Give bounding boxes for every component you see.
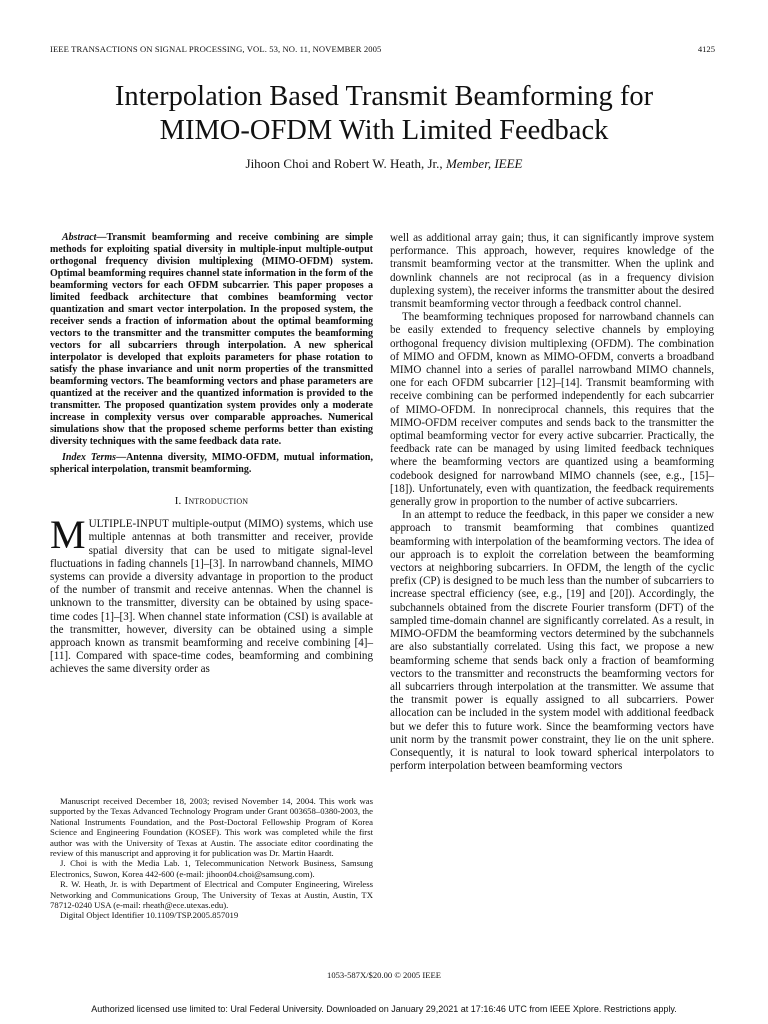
copyright-line: 1053-587X/$20.00 © 2005 IEEE — [327, 970, 441, 980]
section-title: Introduction — [184, 495, 249, 507]
footnote-author-2: R. W. Heath, Jr. is with Department of Electrical and Computer Engineering, Wireless Networking and Communications Group, The University of Texas at Austin, Austin, TX 78712-0240 USA (e-mail: rheath@ece.utexas.edu). — [50, 879, 373, 911]
left-column — [50, 232, 373, 677]
author-line — [0, 156, 768, 172]
index-terms-text: —Antenna diversity, MIMO-OFDM, mutual information, spherical interpolation, transmit beamforming. — [50, 452, 373, 475]
right-column — [390, 232, 714, 773]
abstract-text: —Transmit beamforming and receive combining are simple methods for exploiting spatial diversity in multiple-input multiple-output orthogonal frequency division multiplexing (MIMO-OFDM) system. Optimal beamforming requires channel state information in the form of the beamforming vectors for each OFDM subcarrier. This paper proposes a limited feedback architecture that combines beamforming vector quantization and smart vector interpolation. In the proposed system, the receiver sends a fraction of information about the optimal beamforming vectors to the transmitter and the transmitter computes the beamforming vectors for all subcarriers through interpolation. A new spherical interpolator is developed that exploits parameters for phase rotation to satisfy the phase invariance and unit norm properties of the transmitted beamforming vectors. The beamforming vectors and phase parameters are quantized at the receiver and the quantized information is provided to the transmitter. The proposed quantization system provides only a moderate increase in complexity versus over comparable approaches. Numerical simulations show that the proposed scheme performs better than existing diversity techniques with the same feedback data rate. — [50, 232, 373, 447]
intro-paragraph-1 — [50, 512, 373, 676]
footnote-doi: Digital Object Identifier 10.1109/TSP.2005.857019 — [60, 910, 239, 921]
running-header: IEEE TRANSACTIONS ON SIGNAL PROCESSING, VOL. 53, NO. 11, NOVEMBER 2005 — [50, 44, 382, 54]
author-role: Member, IEEE — [442, 156, 523, 171]
paper-title — [0, 80, 768, 148]
page-number: 4125 — [697, 44, 715, 54]
section-number: I. — [174, 495, 185, 507]
footnote-author-1: J. Choi is with the Media Lab. 1, Telecommunication Network Business, Samsung Electronics, Suwon, Korea 442-600 (e-mail: jihoon04.choi@samsung.com). — [50, 858, 373, 879]
footnotes — [50, 796, 373, 921]
author-names: Jihoon Choi and Robert W. Heath, Jr., — [245, 156, 443, 171]
title-line-2: MIMO-OFDM With Limited Feedback — [159, 115, 609, 146]
section-heading-introduction — [50, 495, 373, 508]
intro-paragraph-1-text: ULTIPLE-INPUT multiple-output (MIMO) systems, which use multiple antennas at both transmitter and receiver, provide spatial diversity that can be used to mitigate signal-level fluctuations in fading channels [1]–[3]. In narrowband channels, MIMO systems can provide a diversity advantage in proportion to the product of the number of transmit and receive antennas. When the channel is unknown to the transmitter, diversity can be obtained by using space-time codes [1]–[3]. When channel state information (CSI) is available at the transmitter, however, diversity can be obtained using a simple approach known as transmit beamforming and receive combining [4]–[11]. Compared with space-time codes, beamforming and combining achieves the same diversity order as — [50, 518, 373, 676]
drop-cap: M — [50, 512, 86, 558]
footnote-manuscript: Manuscript received December 18, 2003; revised November 14, 2004. This work was supported by the Texas Advanced Technology Program under Grant 003658–0380-2003, the National Instruments Foundation, and the Post-Doctoral Fellowship Program of Korea Science and Engineering Foundation (KOSEF). This work was completed while the first author was with the University of Texas at Austin. The associate editor coordinating the review of this manuscript and approving it for publication was Dr. Martin Haardt. — [50, 796, 373, 859]
index-terms-lead: Index Terms — [62, 452, 117, 463]
right-paragraph-1: well as additional array gain; thus, it can significantly improve system performance. This approach, however, requires knowledge of the transmit beamforming vector at the transmitter. When the uplink and downlink channels are not reciprocal (as in a frequency division duplexing system), the receiver informs the transmitter about the desired transmit beamforming vector through a feedback control channel. — [390, 232, 714, 311]
right-paragraph-2: The beamforming techniques proposed for narrowband channels can be easily extended to frequency selective channels by employing orthogonal frequency division multiplexing (OFDM). The combination of MIMO and OFDM, known as MIMO-OFDM, converts a broadband MIMO channel into a series of parallel narrowband MIMO channels, one for each OFDM subcarrier [12]–[14]. Transmit beamforming with receive combining can be performed independently for each subcarrier of MIMO-OFDM. In nonreciprocal channels, this requires that the MIMO-OFDM receiver computes and sends back to the transmitter the optimal beamforming vector for every active subcarrier. Practically, the feedback rate can be managed by using limited feedback techniques where the beamforming vectors are quantized using a beamforming codebook designed for narrowband MIMO channels (see, e.g., [15]–[18]). Unfortunately, even with quantization, the feedback requirements generally grow in proportion to the number of active subcarriers. — [390, 311, 714, 509]
abstract — [50, 232, 373, 448]
title-line-1: Interpolation Based Transmit Beamforming for — [114, 81, 654, 112]
abstract-lead: Abstract — [62, 232, 97, 243]
license-notice: Authorized licensed use limited to: Ural Federal University. Downloaded on January 29,2021 at 17:16:46 UTC from IEEE Xplore. Restrictions apply. — [91, 1004, 677, 1014]
right-paragraph-3: In an attempt to reduce the feedback, in this paper we consider a new approach to transmit beamforming that combines quantized beamforming with interpolation of the beamforming vectors. The idea of our approach is to exploit the correlation between the beamforming vectors at neighboring subcarriers. In OFDM, the length of the cyclic prefix (CP) is designed to be much less than the number of subcarriers to increase spectral efficiency (see, e.g., [19] and [20]). Accordingly, the subchannels obtained from the discrete Fourier transform (DFT) of the sampled time-domain channel are significantly correlated. As a result, in MIMO-OFDM the beamforming vectors determined by the subchannels are also substantially correlated. Using this fact, we propose a new beamforming scheme that sends back only a fraction of beamforming vectors to the transmitter and reconstructs the beamforming vectors for all subcarriers through interpolation at the transmitter. We assume that the transmit power is equally assigned to all subcarriers. Power allocation can be included in the system model with additional feedback but we defer this to future work. Since the beamforming vectors have unit norm by the transmit power constraint, they lie on the unit sphere. Consequently, it is natural to look toward spherical interpolators to perform interpolation between beamforming vectors — [390, 509, 714, 773]
index-terms — [50, 452, 373, 476]
